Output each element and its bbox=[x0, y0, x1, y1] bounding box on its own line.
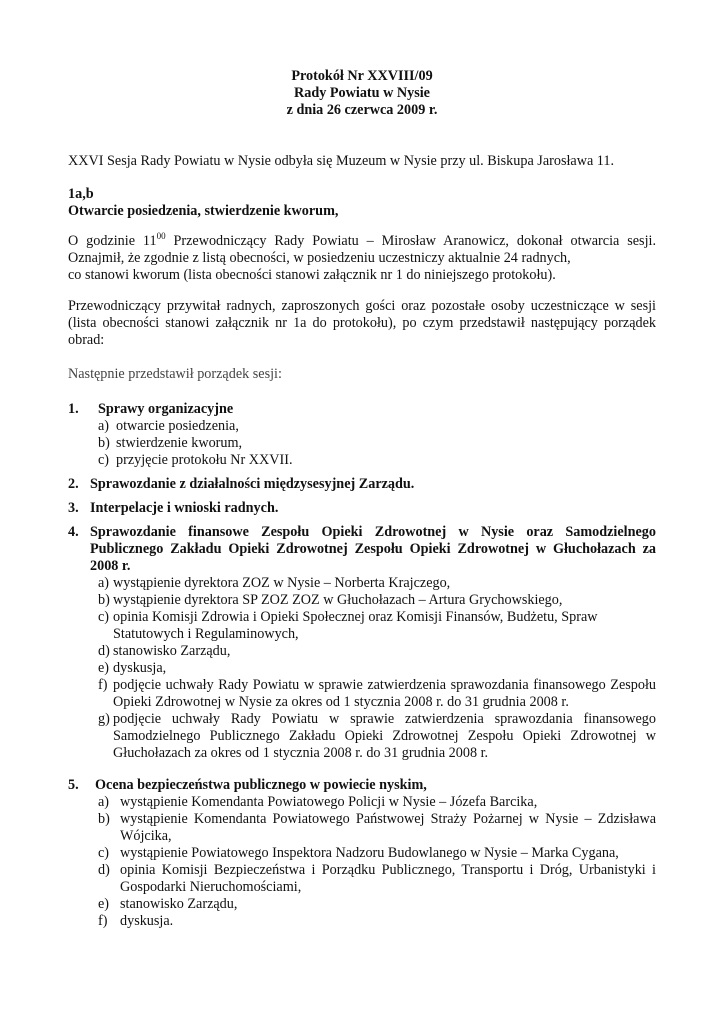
agenda-item-label: Interpelacje i wnioski radnych. bbox=[90, 500, 279, 516]
subitem-letter: a) bbox=[98, 575, 110, 591]
agenda-item-number: 4. bbox=[68, 524, 79, 540]
subitem-text: opinia Komisji Bezpieczeństwa i Porządku Publicznego, Transportu i Dróg, Urbanistyki i Gospodarki Nieruchomościami, bbox=[120, 862, 656, 895]
subitem-letter: a) bbox=[98, 418, 110, 434]
subitem-letter: d) bbox=[98, 643, 110, 659]
subitem-letter: e) bbox=[98, 660, 110, 676]
intro-paragraph: XXVI Sesja Rady Powiatu w Nysie odbyła się Muzeum w Nysie przy ul. Biskupa Jarosława 11. bbox=[68, 153, 615, 169]
subitem-letter: a) bbox=[98, 794, 110, 810]
agenda-item-label: Sprawozdanie z działalności międzysesyjnej Zarządu. bbox=[90, 476, 415, 492]
subitem-letter: b) bbox=[98, 435, 110, 451]
subitem-letter: b) bbox=[98, 592, 110, 608]
subitem-text: stanowisko Zarządu, bbox=[120, 896, 238, 912]
agenda-item-label: Sprawozdanie finansowe Zespołu Opieki Zdrowotnej w Nysie oraz Samodzielnego Publicznego Zakładu Opieki Zdrowotnej Zespołu Opieki Zdrowotnej w Głuchołazach za 2008 r. bbox=[90, 524, 656, 574]
subitem-letter: e) bbox=[98, 896, 110, 912]
opening-paragraph-line1: O godzinie $11^{00}$ Przewodniczący Rady Powiatu – Mirosław Aranowicz, dokonał otwarcia sesji. bbox=[68, 231, 657, 249]
agenda-intro: Następnie przedstawił porządek sesji: bbox=[68, 366, 282, 382]
section-heading: Otwarcie posiedzenia, stwierdzenie kworum, bbox=[68, 203, 339, 219]
agenda-item-number: 5. bbox=[68, 777, 79, 793]
subitem-text: opinia Komisji Zdrowia i Opieki Społecznej oraz Komisji Finansów, Budżetu, Spraw Statutowych i Regulaminowych, bbox=[113, 609, 598, 642]
agenda-item-label: Ocena bezpieczeństwa publicznego w powiecie nyskim, bbox=[95, 777, 427, 793]
protocol-date: z dnia 26 czerwca 2009 r. bbox=[286, 102, 438, 118]
subitem-letter: c) bbox=[98, 452, 110, 468]
subitem-text: wystąpienie Powiatowego Inspektora Nadzoru Budowlanego w Nysie – Marka Cygana, bbox=[120, 845, 619, 861]
subitem-text: wystąpienie Komendanta Powiatowego Państwowej Straży Pożarnej w Nysie – Zdzisława Wójcika, bbox=[120, 811, 656, 844]
agenda-item-number: 3. bbox=[68, 500, 79, 516]
subitem-text: podjęcie uchwały Rady Powiatu w sprawie zatwierdzenia sprawozdania finansowego Zespołu Opieki Zdrowotnej w Nysie za okres od 1 stycznia 2008 r. do 31 grudnia 2008 r. bbox=[113, 677, 656, 710]
section-number: 1a,b bbox=[68, 186, 94, 202]
subitem-letter: f) bbox=[98, 913, 108, 929]
subitem-text: przyjęcie protokołu Nr XXVII. bbox=[116, 452, 293, 468]
subitem-text: otwarcie posiedzenia, bbox=[116, 418, 239, 434]
subitem-text: wystąpienie Komendanta Powiatowego Policji w Nysie – Józefa Barcika, bbox=[120, 794, 538, 810]
subitem-letter: d) bbox=[98, 862, 110, 878]
agenda-item-label: Sprawy organizacyjne bbox=[98, 401, 234, 417]
subitem-text: stanowisko Zarządu, bbox=[113, 643, 231, 659]
council-name: Rady Powiatu w Nysie bbox=[294, 85, 430, 101]
welcome-paragraph: Przewodniczący przywitał radnych, zaproszonych gości oraz pozostałe osoby uczestniczące w sesji (lista obecności stanowi załącznik nr 1a do protokołu), po czym przedstawił następujący porządek obrad: bbox=[68, 298, 656, 348]
subitem-text: stwierdzenie kworum, bbox=[116, 435, 243, 451]
subitem-letter: c) bbox=[98, 845, 110, 861]
protocol-title: Protokół Nr XXVIII/09 bbox=[291, 68, 433, 84]
opening-paragraph-line2: Oznajmił, że zgodnie z listą obecności, w posiedzeniu uczestniczy aktualnie 24 radnych, bbox=[68, 250, 571, 266]
subitem-text: podjęcie uchwały Rady Powiatu w sprawie zatwierdzenia sprawozdania finansowego Samodzielnego Publicznego Zakładu Opieki Zdrowotnej Zespołu Opieki Zdrowotnej w Głuchołazach za okres od 1 stycznia 2008 r. do 31 grudnia 2008 r. bbox=[113, 711, 656, 761]
subitem-letter: c) bbox=[98, 609, 110, 625]
agenda-item-number: 2. bbox=[68, 476, 79, 492]
subitem-letter: g) bbox=[98, 711, 110, 727]
subitem-text: wystąpienie dyrektora ZOZ w Nysie – Norberta Krajczego, bbox=[113, 575, 451, 591]
hour-superscript: 00 bbox=[156, 231, 166, 241]
subitem-letter: b) bbox=[98, 811, 110, 827]
opening-paragraph-line3: co stanowi kworum (lista obecności stanowi załącznik nr 1 do niniejszego protokołu). bbox=[68, 267, 556, 283]
subitem-text: wystąpienie dyrektora SP ZOZ ZOZ w Głuchołazach – Artura Grychowskiego, bbox=[113, 592, 563, 608]
agenda-item-number: 1. bbox=[68, 401, 79, 417]
subitem-letter: f) bbox=[98, 677, 108, 693]
subitem-text: dyskusja, bbox=[113, 660, 167, 676]
subitem-text: dyskusja. bbox=[120, 913, 174, 929]
